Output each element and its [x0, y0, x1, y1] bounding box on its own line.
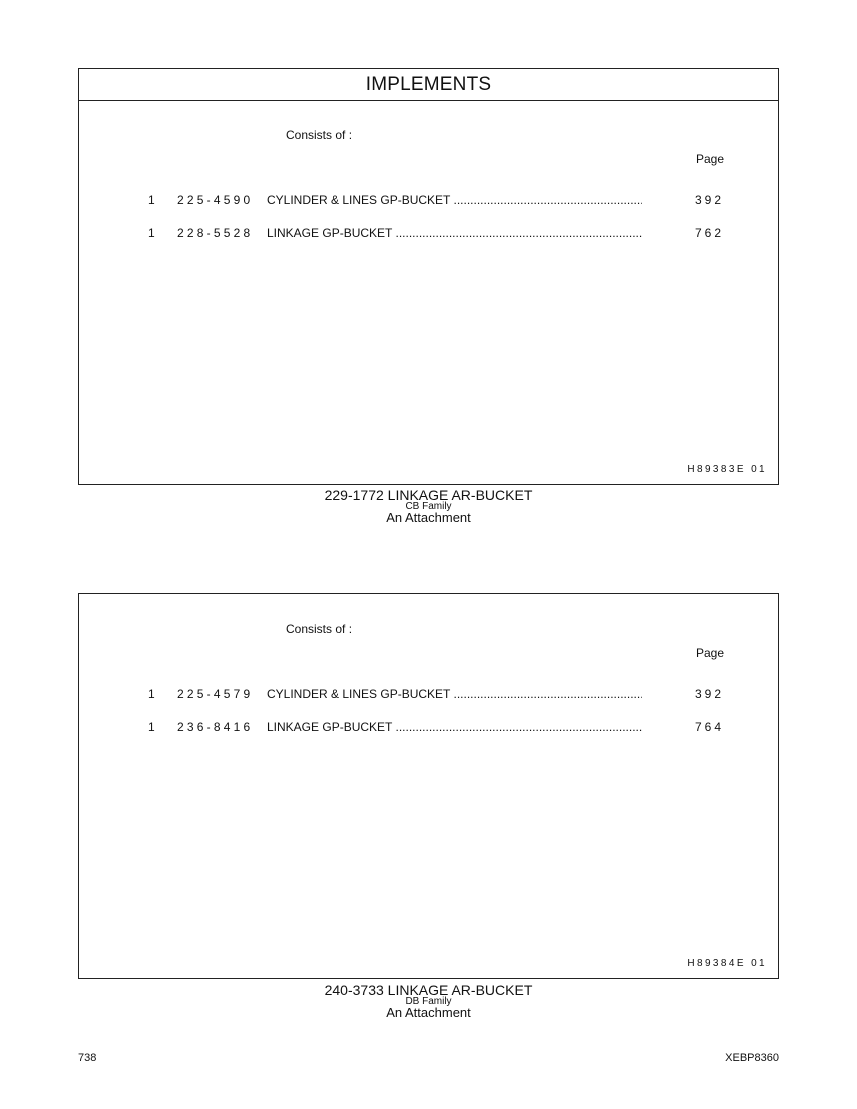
document-id: XEBP8360 [725, 1052, 779, 1064]
family-label: DB Family [405, 996, 452, 1007]
part-number: 225-4590 [177, 193, 254, 207]
attachment-label: An Attachment [386, 1005, 471, 1020]
consists-of-label: Consists of : [286, 128, 353, 142]
illustration-code: H89383E 01 [687, 464, 767, 475]
part-description: LINKAGE GP-BUCKET ..... [267, 720, 642, 734]
part-number: 228-5528 [177, 226, 254, 240]
part-description: CYLINDER & LINES GP-BUCKET ..... [267, 687, 642, 701]
page-reference: 764 [695, 720, 725, 734]
page-column-header: Page [696, 646, 725, 660]
item-quantity: 1 [148, 193, 155, 207]
page-reference: 392 [695, 193, 725, 207]
family-label: CB Family [405, 501, 452, 512]
part-number: 236-8416 [177, 720, 254, 734]
assembly-title: 229-1772 LINKAGE AR-BUCKET [324, 487, 533, 503]
page-number: 738 [78, 1052, 97, 1064]
section-title: IMPLEMENTS [79, 69, 778, 101]
list-item [79, 720, 779, 736]
page-reference: 762 [695, 226, 725, 240]
page-reference: 392 [695, 687, 725, 701]
list-item [79, 193, 779, 209]
consists-of-label: Consists of : [286, 622, 353, 636]
list-item [79, 226, 779, 242]
item-quantity: 1 [148, 226, 155, 240]
assembly-title: 240-3733 LINKAGE AR-BUCKET [324, 982, 533, 998]
part-description: LINKAGE GP-BUCKET ..... [267, 226, 642, 240]
list-item [79, 687, 779, 703]
attachment-label: An Attachment [386, 510, 471, 525]
part-number: 225-4579 [177, 687, 254, 701]
page-column-header: Page [696, 152, 725, 166]
assembly-caption-1 [0, 488, 857, 524]
item-quantity: 1 [148, 687, 155, 701]
parts-panel-1 [78, 68, 779, 485]
item-quantity: 1 [148, 720, 155, 734]
assembly-caption-2 [0, 983, 857, 1019]
parts-panel-2 [78, 593, 779, 979]
illustration-code: H89384E 01 [687, 958, 767, 969]
part-description: CYLINDER & LINES GP-BUCKET ..... [267, 193, 642, 207]
